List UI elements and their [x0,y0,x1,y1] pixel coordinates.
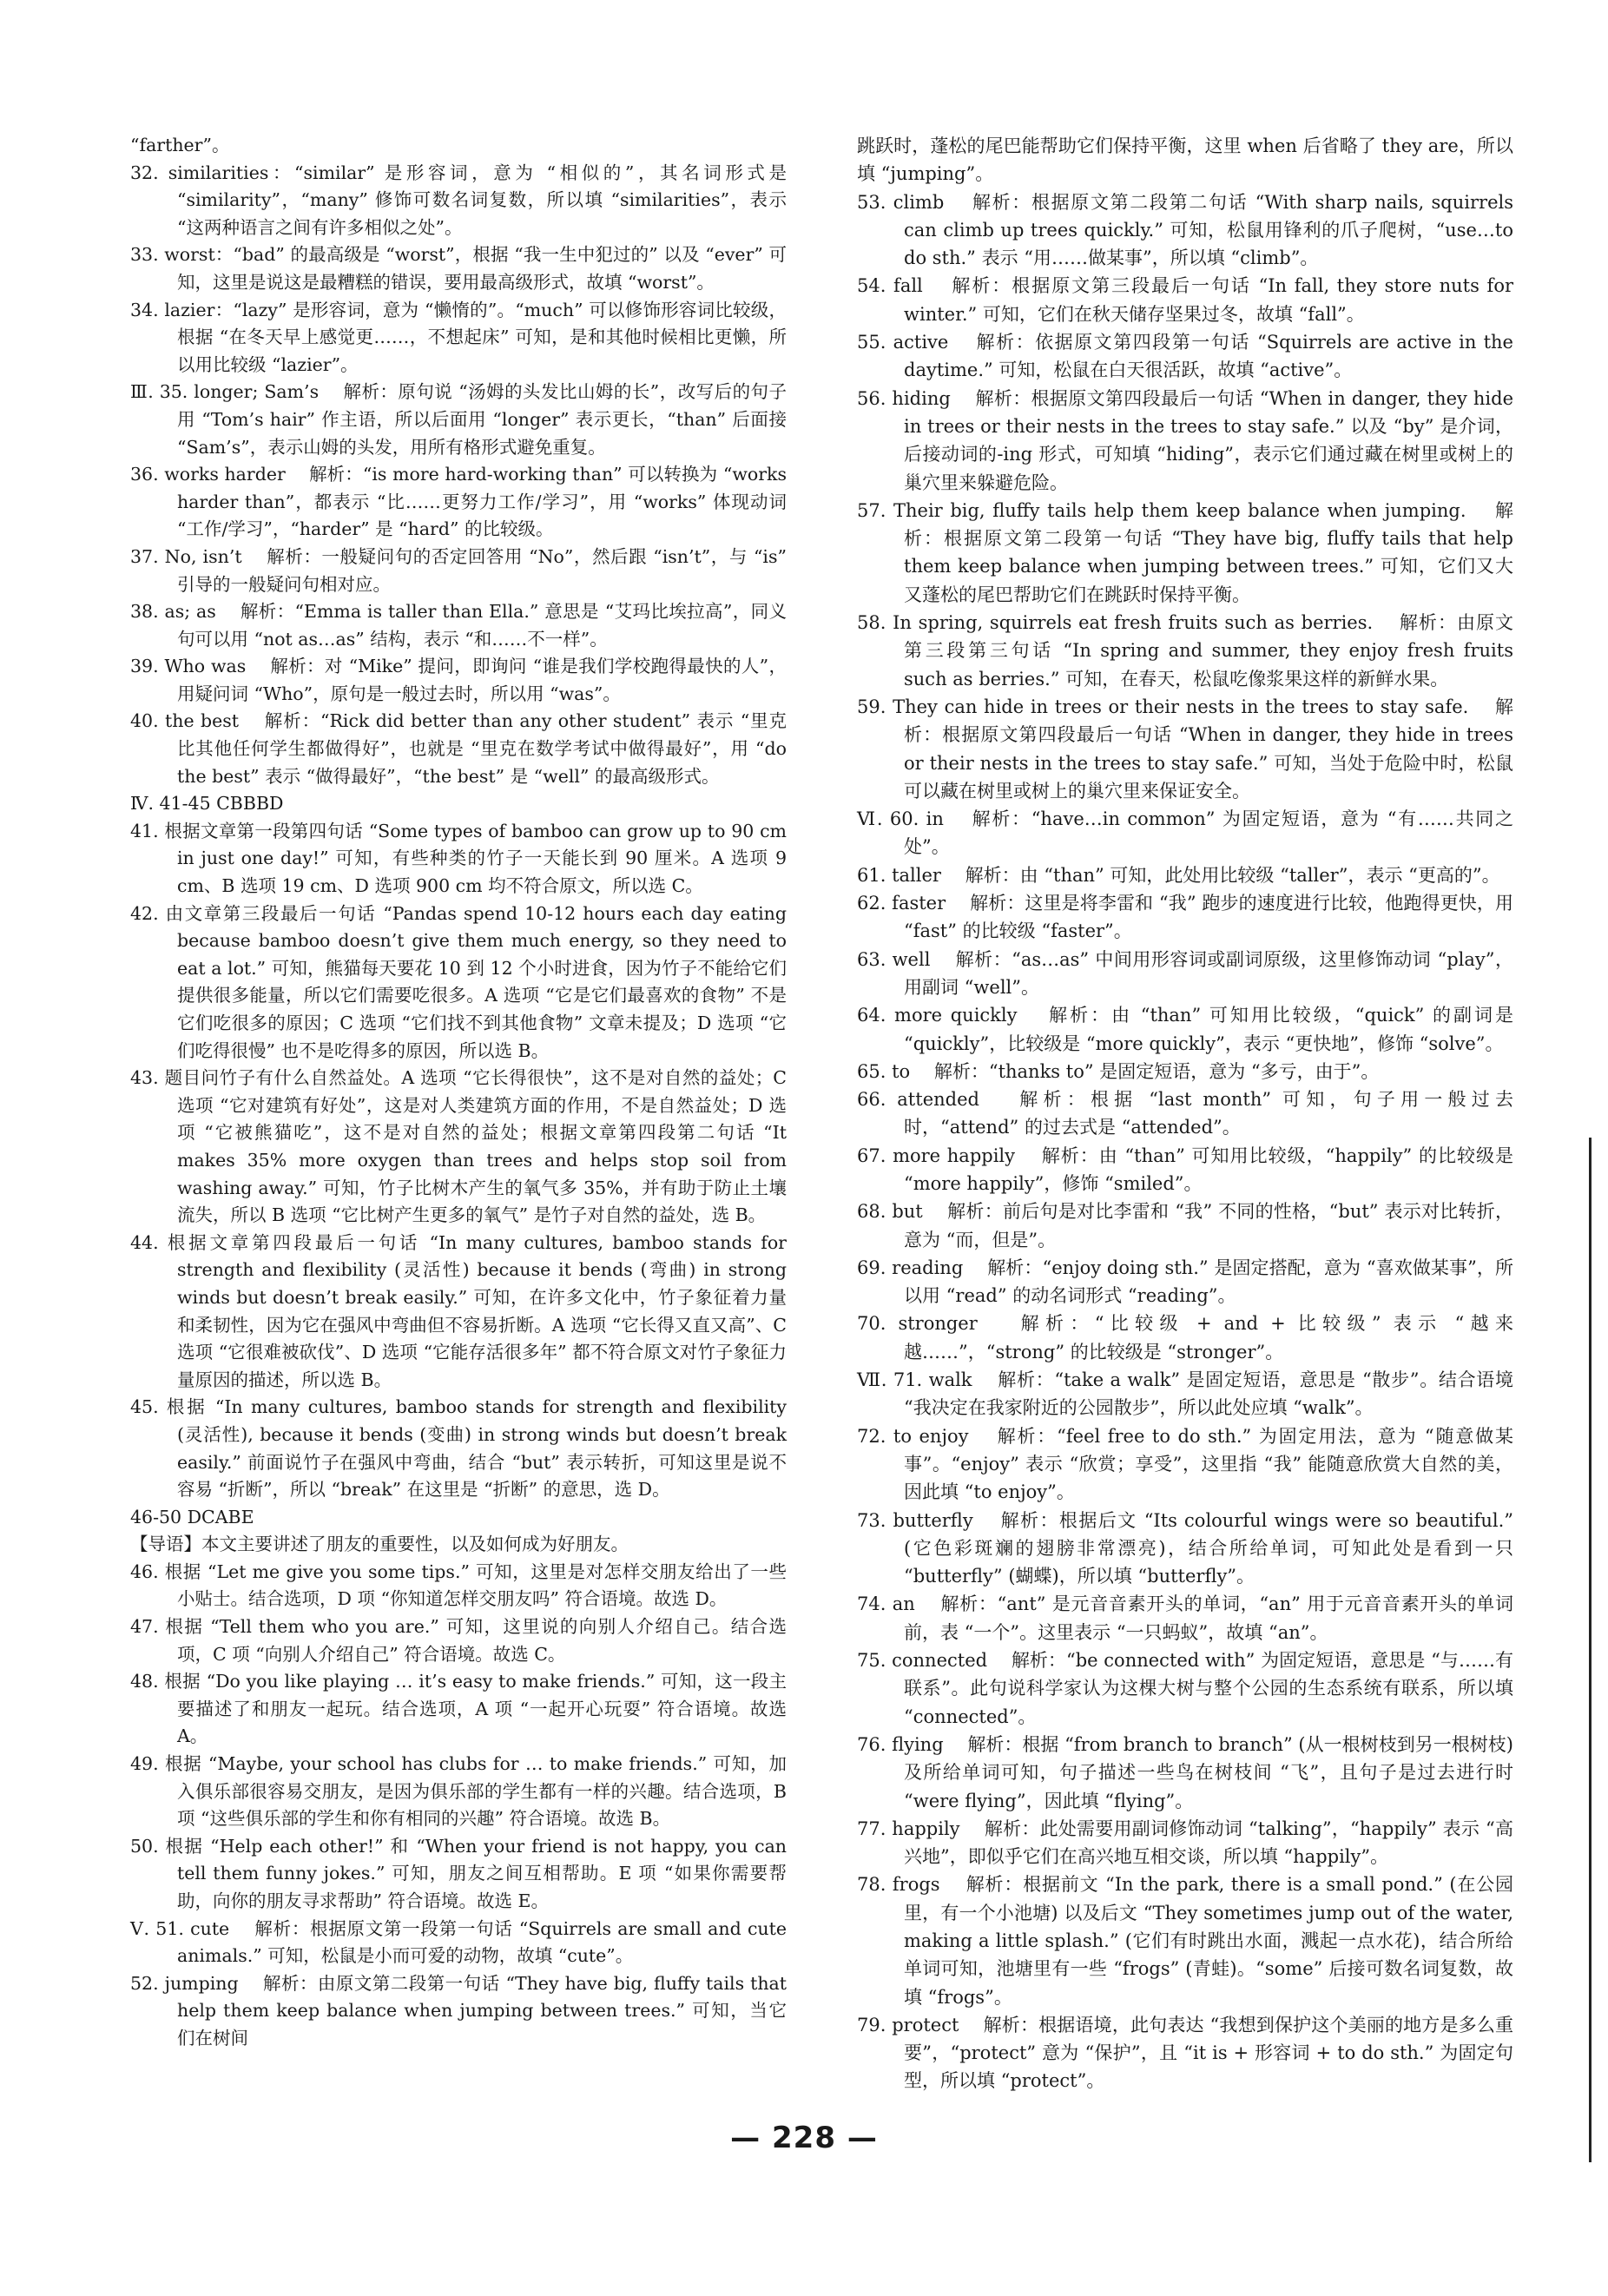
answer-entry: 74. an 解析：“ant” 是元音音素开头的单词，“an” 用于元音音素开头的单词前，表 “一个”。这里表示 “一只蚂蚁”，故填 “an”。 [857,1593,1513,1643]
answer-entry: 55. active 解析：依据原文第四段第一句话 “Squirrels are active in the daytime.” 可知，松鼠在白天很活跃，故填 “active”。 [857,332,1513,381]
right-column [857,132,1513,2095]
text-line: Ⅳ. 41-45 CBBBD [130,793,284,815]
answer-entry: 36. works harder 解析：“is more hard-working than” 可以转换为 “works harder than”，都表示 “比……更努力工作/学习”，用 “works” 体现动词 “工作/学习”，“harder” 是 “hard” 的比较级。 [130,464,787,540]
answer-entry: 67. more happily 解析：由 “than” 可知用比较级，“happily” 的比较级是 “more happily”，修饰 “smiled”。 [857,1145,1513,1194]
answer-entry: Ⅴ. 51. cute 解析：根据原文第一段第一句话 “Squirrels are small and cute animals.” 可知，松鼠是小而可爱的动物，故填 “cute”。 [130,1917,787,1967]
answer-entry: 65. to 解析：“thanks to” 是固定短语，意为 “多亏，由于”。 [857,1060,1380,1082]
answer-entry: 66. attended 解析：根据 “last month” 可知，句子用一般过去时，“attend” 的过去式是 “attended”。 [857,1089,1513,1138]
answer-entry: 78. frogs 解析：根据前文 “In the park, there is a small pond.” (在公园里，有一个小池塘) 以及后文 “They sometimes jump out of the water, making a little splash.” (它们有时跳出水面，溅起一点水花)，结合所给单词可知，池塘里有一些 “frogs” (青蛙)。“some” 后接可数名词复数，故填 “frogs”。 [857,1874,1513,2008]
answer-entry: 77. happily 解析：此处需要用副词修饰动词 “talking”，“happily” 表示 “高兴地”，即似乎它们在高兴地互相交谈，所以填 “happily”。 [857,1818,1513,1868]
answer-entry: 73. butterfly 解析：根据后文 “Its colourful wings were so beautiful.” (它色彩斑斓的翅膀非常漂亮)，结合所给单词，可知此处是看到一只 “butterfly” (蝴蝶)，所以填 “butterfly”。 [857,1509,1513,1587]
answer-entry: 62. faster 解析：这里是将李雷和 “我” 跑步的速度进行比较，他跑得更快，用 “fast” 的比较级 “faster”。 [857,893,1513,942]
answer-entry: Ⅲ. 35. longer; Sam’s 解析：原句说 “汤姆的头发比山姆的长”，改写后的句子用 “Tom’s hair” 作主语，所以后面用 “longer” 表示更长，“than” 后面接 “Sam’s”，表示山姆的头发，用所有格形式避免重复。 [130,381,787,458]
answer-entry: 53. climb 解析：根据原文第二段第二句话 “With sharp nails, squirrels can climb up trees quickly.” 可知，松鼠用锋利的爪子爬树，“use…to do sth.” 表示 “用……做某事”，所以填 “climb”。 [857,191,1513,269]
answer-entry: 75. connected 解析：“be connected with” 为固定短语，意思是 “与……有联系”。此句说科学家认为这棵大树与整个公园的生态系统有联系，所以填 “connected”。 [857,1650,1513,1727]
answer-entry: 43. 题目问竹子有什么自然益处。A 选项 “它长得很快”，这不是对自然的益处；C 选项 “它对建筑有好处”，这是对人类建筑方面的作用，不是自然益处；D 选项 “它被熊猫吃”，这不是对自然的益处；根据文章第四段第二句话 “It makes 35% more oxygen than trees and helps stop soil from washing away.” 可知，竹子比树木产生的氧气多 35%，并有助于防止土壤流失，所以 B 选项 “它比树产生更多的氧气” 是竹子对自然的益处，选 B。 [130,1067,787,1226]
answer-entry: 42. 由文章第三段最后一句话 “Pandas spend 10-12 hours each day eating because bamboo doesn’t give them much energy, so they need to eat a lot.” 可知，熊猫每天要花 10 到 12 个小时进食，因为竹子不能给它们提供很多能量，所以它们需要吃很多。A 选项 “它是它们最喜欢的食物” 不是它们吃很多的原因；C 选项 “它们找不到其他食物” 文章未提及；D 选项 “它们吃得很慢” 也不是吃得多的原因，所以选 B。 [130,902,787,1061]
answer-entry: Ⅵ. 60. in 解析：“have…in common” 为固定短语，意为 “有……共同之处”。 [857,808,1513,858]
answer-entry: 32. similarities：“similar” 是形容词，意为 “相似的”，其名词形式是 “similarity”，“many” 修饰可数名词复数，所以填 “similarities”，表示 “这两种语言之间有许多相似之处”。 [130,162,787,238]
answer-entry: 58. In spring, squirrels eat fresh fruits such as berries. 解析：由原文第三段第三句话 “In spring and summer, they enjoy fresh fruits such as berries.” 可知，在春天，松鼠吃像浆果这样的新鲜水果。 [857,612,1513,689]
answer-entry: 68. but 解析：前后句是对比李雷和 “我” 不同的性格，“but” 表示对比转折，意为 “而，但是”。 [857,1201,1513,1250]
answer-entry: 72. to enjoy 解析：“feel free to do sth.” 为固定用法，意为 “随意做某事”。“enjoy” 表示 “欣赏；享受”，这里指 “我” 能随意欣赏大自然的美，因此填 “to enjoy”。 [857,1425,1513,1503]
answer-entry: 45. 根据 “In many cultures, bamboo stands for strength and flexibility (灵活性), because it bends (变曲) in strong winds but doesn’t break easily.” 前面说竹子在强风中弯曲，结合 “but” 表示转折，可知这里是说不容易 “折断”，所以 “break” 在这里是 “折断” 的意思，选 D。 [130,1396,787,1501]
answer-entry: 40. the best 解析：“Rick did better than any other student” 表示 “里克比其他任何学生都做得好”，也就是 “里克在数学考试中做得最好”，用 “do the best” 表示 “做得最好”，“the best” 是 “well” 的最高级形式。 [130,710,787,787]
answer-entry: 50. 根据 “Help each other!” 和 “When your friend is not happy, you can tell them funny jokes.” 可知，朋友之间互相帮助。E 项 “如果你需要帮助，向你的朋友寻求帮助” 符合语境。故选 E。 [130,1835,787,1911]
text-line: 【导语】本文主要讲述了朋友的重要性，以及如何成为好朋友。 [130,1534,629,1555]
answer-entry: 57. Their big, fluffy tails help them keep balance when jumping. 解析：根据原文第二段第一句话 “They have big, fluffy tails that help them keep balance when jumping between trees.” 可知，它们又大又蓬松的尾巴帮助它们在跳跃时保持平衡。 [857,499,1513,605]
answer-entry: 41. 根据文章第一段第四句话 “Some types of bamboo can grow up to 90 cm in just one day!” 可知，有些种类的竹子一天能长到 90 厘米。A 选项 9 cm、B 选项 19 cm、D 选项 900 cm 均不符合原文，所以选 C。 [130,820,787,897]
text-line: 跳跃时，蓬松的尾巴能帮助它们保持平衡，这里 when 后省略了 they are，所以填 “jumping”。 [857,135,1513,185]
answer-entry: 44. 根据文章第四段最后一句话 “In many cultures, bamboo stands for strength and flexibility (灵活性) because it bends (弯曲) in strong winds but doesn’t break easily.” 可知，在许多文化中，竹子象征着力量和柔韧性，因为它在强风中弯曲但不容易折断。A 选项 “它长得又直又高”、C 选项 “它很难被砍伐”、D 选项 “它能存活很多年” 都不符合原文对竹子象征力量原因的描述，所以选 B。 [130,1231,787,1390]
answer-entry: 63. well 解析：“as…as” 中间用形容词或副词原级，这里修饰动词 “play”，用副词 “well”。 [857,948,1513,998]
answer-entry: Ⅶ. 71. walk 解析：“take a walk” 是固定短语，意思是 “散步”。结合语境 “我决定在我家附近的公园散步”，所以此处应填 “walk”。 [857,1369,1513,1419]
answer-entry: 69. reading 解析：“enjoy doing sth.” 是固定搭配，意为 “喜欢做某事”，所以用 “read” 的动名词形式 “reading”。 [857,1257,1513,1307]
answer-entry: 38. as; as 解析：“Emma is taller than Ella.” 意思是 “艾玛比埃拉高”，同义句可以用 “not as…as” 结构，表示 “和……不一样”。 [130,601,787,650]
answer-entry: 33. worst：“bad” 的最高级是 “worst”，根据 “我一生中犯过的” 以及 “ever” 可知，这里是说这是最糟糕的错误，要用最高级形式，故填 “worst”。 [130,244,787,293]
page-edge-line [1589,1138,1592,2162]
page-number: — 228 — [730,2121,878,2155]
left-column [130,132,787,2053]
text-line: “farther”。 [130,135,230,155]
answer-entry: 59. They can hide in trees or their nests in the trees to stay safe. 解析：根据原文第四段最后一句话 “When in danger, they hide in trees or their nests in the trees to stay safe.” 可知，当处于危险中时，松鼠可以藏在树里或树上的巢穴里来保证安全。 [857,696,1513,802]
answer-entry: 48. 根据 “Do you like playing … it’s easy to make friends.” 可知，这一段主要描述了和朋友一起玩。结合选项，A 项 “一起开心玩耍” 符合语境。故选 A。 [130,1671,787,1747]
answer-entry: 37. No, isn’t 解析：一般疑问句的否定回答用 “No”，然后跟 “isn’t”，与 “is” 引导的一般疑问句相对应。 [130,545,787,595]
answer-entry: 39. Who was 解析：对 “Mike” 提问，即询问 “谁是我们学校跑得最快的人”，用疑问词 “Who”，原句是一般过去时，所以用 “was”。 [130,656,787,704]
answer-entry: 61. taller 解析：由 “than” 可知，此处用比较级 “taller”，表示 “更高的”。 [857,864,1500,886]
text-line: 46-50 DCABE [130,1506,254,1527]
answer-entry: 34. lazier：“lazy” 是形容词，意为 “懒惰的”。“much” 可以修饰形容词比较级，根据 “在冬天早上感觉更……，不想起床” 可知，是和其他时候相比更懒，所以用比较级 “lazier”。 [130,299,787,375]
answer-entry: 56. hiding 解析：根据原文第四段最后一句话 “When in danger, they hide in trees or their nests in the trees to stay safe.” 以及 “by” 是介词，后接动词的-ing 形式，可知填 “hiding”，表示它们通过藏在树里或树上的巢穴里来躲避危险。 [857,387,1513,493]
answer-entry: 47. 根据 “Tell them who you are.” 可知，这里说的向别人介绍自己。结合选项，C 项 “向别人介绍自己” 符合语境。故选 C。 [130,1616,787,1665]
answer-entry: 52. jumping 解析：由原文第二段第一句话 “They have big, fluffy tails that help them keep balance when jumping between trees.” 可知，当它们在树间 [130,1972,787,2049]
answer-entry: 46. 根据 “Let me give you some tips.” 可知，这里是对怎样交朋友给出了一些小贴士。结合选项，D 项 “你知道怎样交朋友吗” 符合语境。故选 D。 [130,1560,787,1610]
answer-entry: 54. fall 解析：根据原文第三段最后一句话 “In fall, they store nuts for winter.” 可知，它们在秋天储存坚果过冬，故填 “fall”。 [857,275,1513,325]
answer-entry: 76. flying 解析：根据 “from branch to branch” (从一根树枝到另一根树枝) 及所给单词可知，句子描述一些鸟在树枝间 “飞”，且句子是过去进行时 “were flying”，因此填 “flying”。 [857,1733,1513,1811]
answer-entry: 70. stronger 解析：“比较级 + and + 比较级” 表示 “越来越……”，“strong” 的比较级是 “stronger”。 [857,1313,1513,1362]
answer-entry: 79. protect 解析：根据语境，此句表达 “我想到保护这个美丽的地方是多么重要”，“protect” 意为 “保护”，且 “it is + 形容词 + to do sth.” 为固定句型，所以填 “protect”。 [857,2014,1513,2092]
answer-entry: 64. more quickly 解析：由 “than” 可知用比较级，“quick” 的副词是 “quickly”，比较级是 “more quickly”，表示 “更快地”，修饰 “solve”。 [857,1005,1513,1054]
answer-entry: 49. 根据 “Maybe, your school has clubs for … to make friends.” 可知，加入俱乐部很容易交朋友，是因为俱乐部的学生都有一样的兴趣。结合选项，B 项 “这些俱乐部的学生和你有相同的兴趣” 符合语境。故选 B。 [130,1753,787,1830]
